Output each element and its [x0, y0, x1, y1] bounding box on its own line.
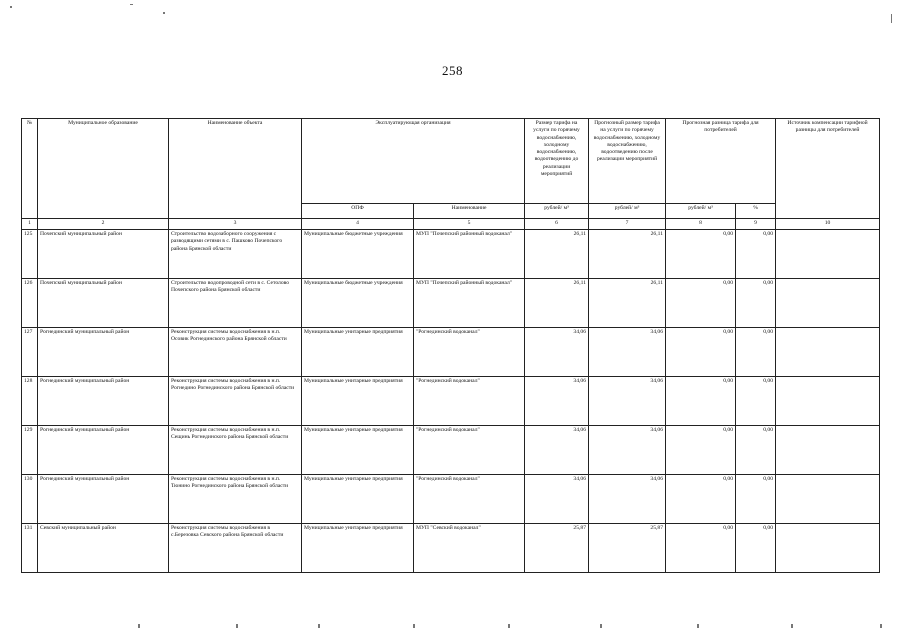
- column-number: 9: [736, 219, 776, 230]
- opf-cell: Муниципальные бюджетные учреждения: [302, 279, 414, 328]
- tariff-percent-cell: 0,00: [736, 230, 776, 279]
- opf-cell: Муниципальные унитарные предприятия: [302, 475, 414, 524]
- row-number: 126: [22, 279, 38, 328]
- compensation-source-cell: [776, 475, 880, 524]
- header-num: №: [22, 119, 38, 219]
- tariff-diff-cell: 0,00: [666, 328, 736, 377]
- organization-name-cell: "Рогнединский водоканал": [414, 377, 525, 426]
- scan-mark: [791, 624, 793, 628]
- table-row: [22, 230, 880, 279]
- row-number: 129: [22, 426, 38, 475]
- header-tariff-diff: Прогнозная разница тарифа для потребителей: [666, 119, 776, 204]
- tariff-percent-cell: 0,00: [736, 524, 776, 573]
- municipality-cell: Севский муниципальный район: [38, 524, 169, 573]
- tariff-diff-cell: 0,00: [666, 426, 736, 475]
- column-number: 3: [169, 219, 302, 230]
- scan-mark: [318, 624, 320, 628]
- tariff-before-cell: 34,06: [525, 377, 589, 426]
- tariff-after-cell: 25,87: [589, 524, 666, 573]
- scan-mark: [880, 624, 882, 628]
- header-object: Наименование объекта: [169, 119, 302, 219]
- object-cell: Реконструкция системы водоснабжения в н.п. Тюнино Рогнединского района Брянской области: [169, 475, 302, 524]
- table-row: [22, 524, 880, 573]
- header-municipality: Муниципальное образование: [38, 119, 169, 219]
- object-cell: Строительство водопроводной сети в с. Сетолово Почепского района Брянской области: [169, 279, 302, 328]
- table-row: [22, 377, 880, 426]
- object-cell: Реконструкция системы водоснабжения в н.п. Осовик Рогнединского района Брянской области: [169, 328, 302, 377]
- column-number: 6: [525, 219, 589, 230]
- tariff-before-cell: 34,06: [525, 475, 589, 524]
- header-tariff-after: Прогнозный размер тарифа на услуги по горячему водоснабжению, холодному водоснабжению, водоотведению после реализации мероприятий: [589, 119, 666, 204]
- table-row: [22, 279, 880, 328]
- subheader-unit-after: рублей/ м³: [589, 204, 666, 219]
- opf-cell: Муниципальные унитарные предприятия: [302, 524, 414, 573]
- tariff-percent-cell: 0,00: [736, 279, 776, 328]
- page-number: 258: [442, 63, 463, 78]
- tariff-after-cell: 34,06: [589, 377, 666, 426]
- column-number: 4: [302, 219, 414, 230]
- tariff-diff-cell: 0,00: [666, 475, 736, 524]
- scan-mark: [138, 624, 140, 628]
- compensation-source-cell: [776, 230, 880, 279]
- table-row: [22, 426, 880, 475]
- subheader-opf: ОПФ: [302, 204, 414, 219]
- scan-mark: [236, 624, 238, 628]
- tariff-after-cell: 34,06: [589, 475, 666, 524]
- organization-name-cell: "Рогнединский водоканал": [414, 426, 525, 475]
- header-operator: Эксплуатирующая организация: [302, 119, 525, 204]
- municipality-cell: Рогнединский муниципальный район: [38, 328, 169, 377]
- municipality-cell: Рогнединский муниципальный район: [38, 475, 169, 524]
- opf-cell: Муниципальные унитарные предприятия: [302, 328, 414, 377]
- tariff-percent-cell: 0,00: [736, 328, 776, 377]
- row-number: 127: [22, 328, 38, 377]
- tariff-after-cell: 34,06: [589, 426, 666, 475]
- subheader-unit-before: рублей/ м³: [525, 204, 589, 219]
- tariff-after-cell: 34,06: [589, 328, 666, 377]
- object-cell: Реконструкция системы водоснабжения в н.п. Сещинь Рогнединского района Брянской области: [169, 426, 302, 475]
- municipality-cell: Почепский муниципальный район: [38, 230, 169, 279]
- scan-mark: [413, 624, 415, 628]
- scan-speck: [10, 6, 12, 8]
- tariff-before-cell: 34,06: [525, 426, 589, 475]
- tariff-after-cell: 26,11: [589, 279, 666, 328]
- subheader-name: Наименование: [414, 204, 525, 219]
- column-number: 10: [776, 219, 880, 230]
- scan-mark: [508, 624, 510, 628]
- compensation-source-cell: [776, 279, 880, 328]
- opf-cell: Муниципальные унитарные предприятия: [302, 426, 414, 475]
- table-row: [22, 475, 880, 524]
- scan-mark: [697, 624, 699, 628]
- tariff-percent-cell: 0,00: [736, 426, 776, 475]
- header-compensation-source: Источник компенсации тарифной разницы для потребителей: [776, 119, 880, 219]
- row-number: 125: [22, 230, 38, 279]
- subheader-unit-percent: %: [736, 204, 776, 219]
- tariff-before-cell: 25,87: [525, 524, 589, 573]
- tariff-diff-cell: 0,00: [666, 230, 736, 279]
- subheader-unit-diff: рублей/ м³: [666, 204, 736, 219]
- row-number: 131: [22, 524, 38, 573]
- tariff-percent-cell: 0,00: [736, 475, 776, 524]
- municipality-cell: Рогнединский муниципальный район: [38, 426, 169, 475]
- tariff-before-cell: 26,11: [525, 230, 589, 279]
- tariff-after-cell: 26,11: [589, 230, 666, 279]
- opf-cell: Муниципальные унитарные предприятия: [302, 377, 414, 426]
- column-number: 5: [414, 219, 525, 230]
- organization-name-cell: МУП "Почепский районный водоканал": [414, 230, 525, 279]
- scan-mark: [600, 624, 602, 628]
- tariff-diff-cell: 0,00: [666, 524, 736, 573]
- organization-name-cell: МУП "Почепский районный водоканал": [414, 279, 525, 328]
- compensation-source-cell: [776, 426, 880, 475]
- tariff-percent-cell: 0,00: [736, 377, 776, 426]
- column-number: 2: [38, 219, 169, 230]
- scan-speck: [891, 14, 892, 23]
- column-number: 8: [666, 219, 736, 230]
- tariff-before-cell: 26,11: [525, 279, 589, 328]
- scan-speck: [163, 12, 165, 14]
- municipality-cell: Рогнединский муниципальный район: [38, 377, 169, 426]
- scan-speck: [130, 4, 133, 5]
- object-cell: Реконструкция системы водоснабжения в с.Березовка Севского района Брянской области: [169, 524, 302, 573]
- header-tariff-before: Размер тарифа на услуги по горячему водоснабжению, холодному водоснабжению, водоотведению до реализации мероприятий: [525, 119, 589, 204]
- tariff-table: [21, 118, 880, 573]
- compensation-source-cell: [776, 524, 880, 573]
- organization-name-cell: "Рогнединский водоканал": [414, 475, 525, 524]
- table-row: [22, 328, 880, 377]
- organization-name-cell: "Рогнединский водоканал": [414, 328, 525, 377]
- row-number: 128: [22, 377, 38, 426]
- object-cell: Реконструкция системы водоснабжения в н.п. Рогнедино Рогнединского района Брянской области: [169, 377, 302, 426]
- tariff-diff-cell: 0,00: [666, 279, 736, 328]
- object-cell: Строительство водозаборного сооружения с разводящими сетями в с. Пашково Почепского района Брянской области: [169, 230, 302, 279]
- compensation-source-cell: [776, 328, 880, 377]
- tariff-before-cell: 34,06: [525, 328, 589, 377]
- tariff-diff-cell: 0,00: [666, 377, 736, 426]
- compensation-source-cell: [776, 377, 880, 426]
- column-number: 7: [589, 219, 666, 230]
- opf-cell: Муниципальные бюджетные учреждения: [302, 230, 414, 279]
- column-number: 1: [22, 219, 38, 230]
- organization-name-cell: МУП "Севский водоканал": [414, 524, 525, 573]
- row-number: 130: [22, 475, 38, 524]
- municipality-cell: Почепский муниципальный район: [38, 279, 169, 328]
